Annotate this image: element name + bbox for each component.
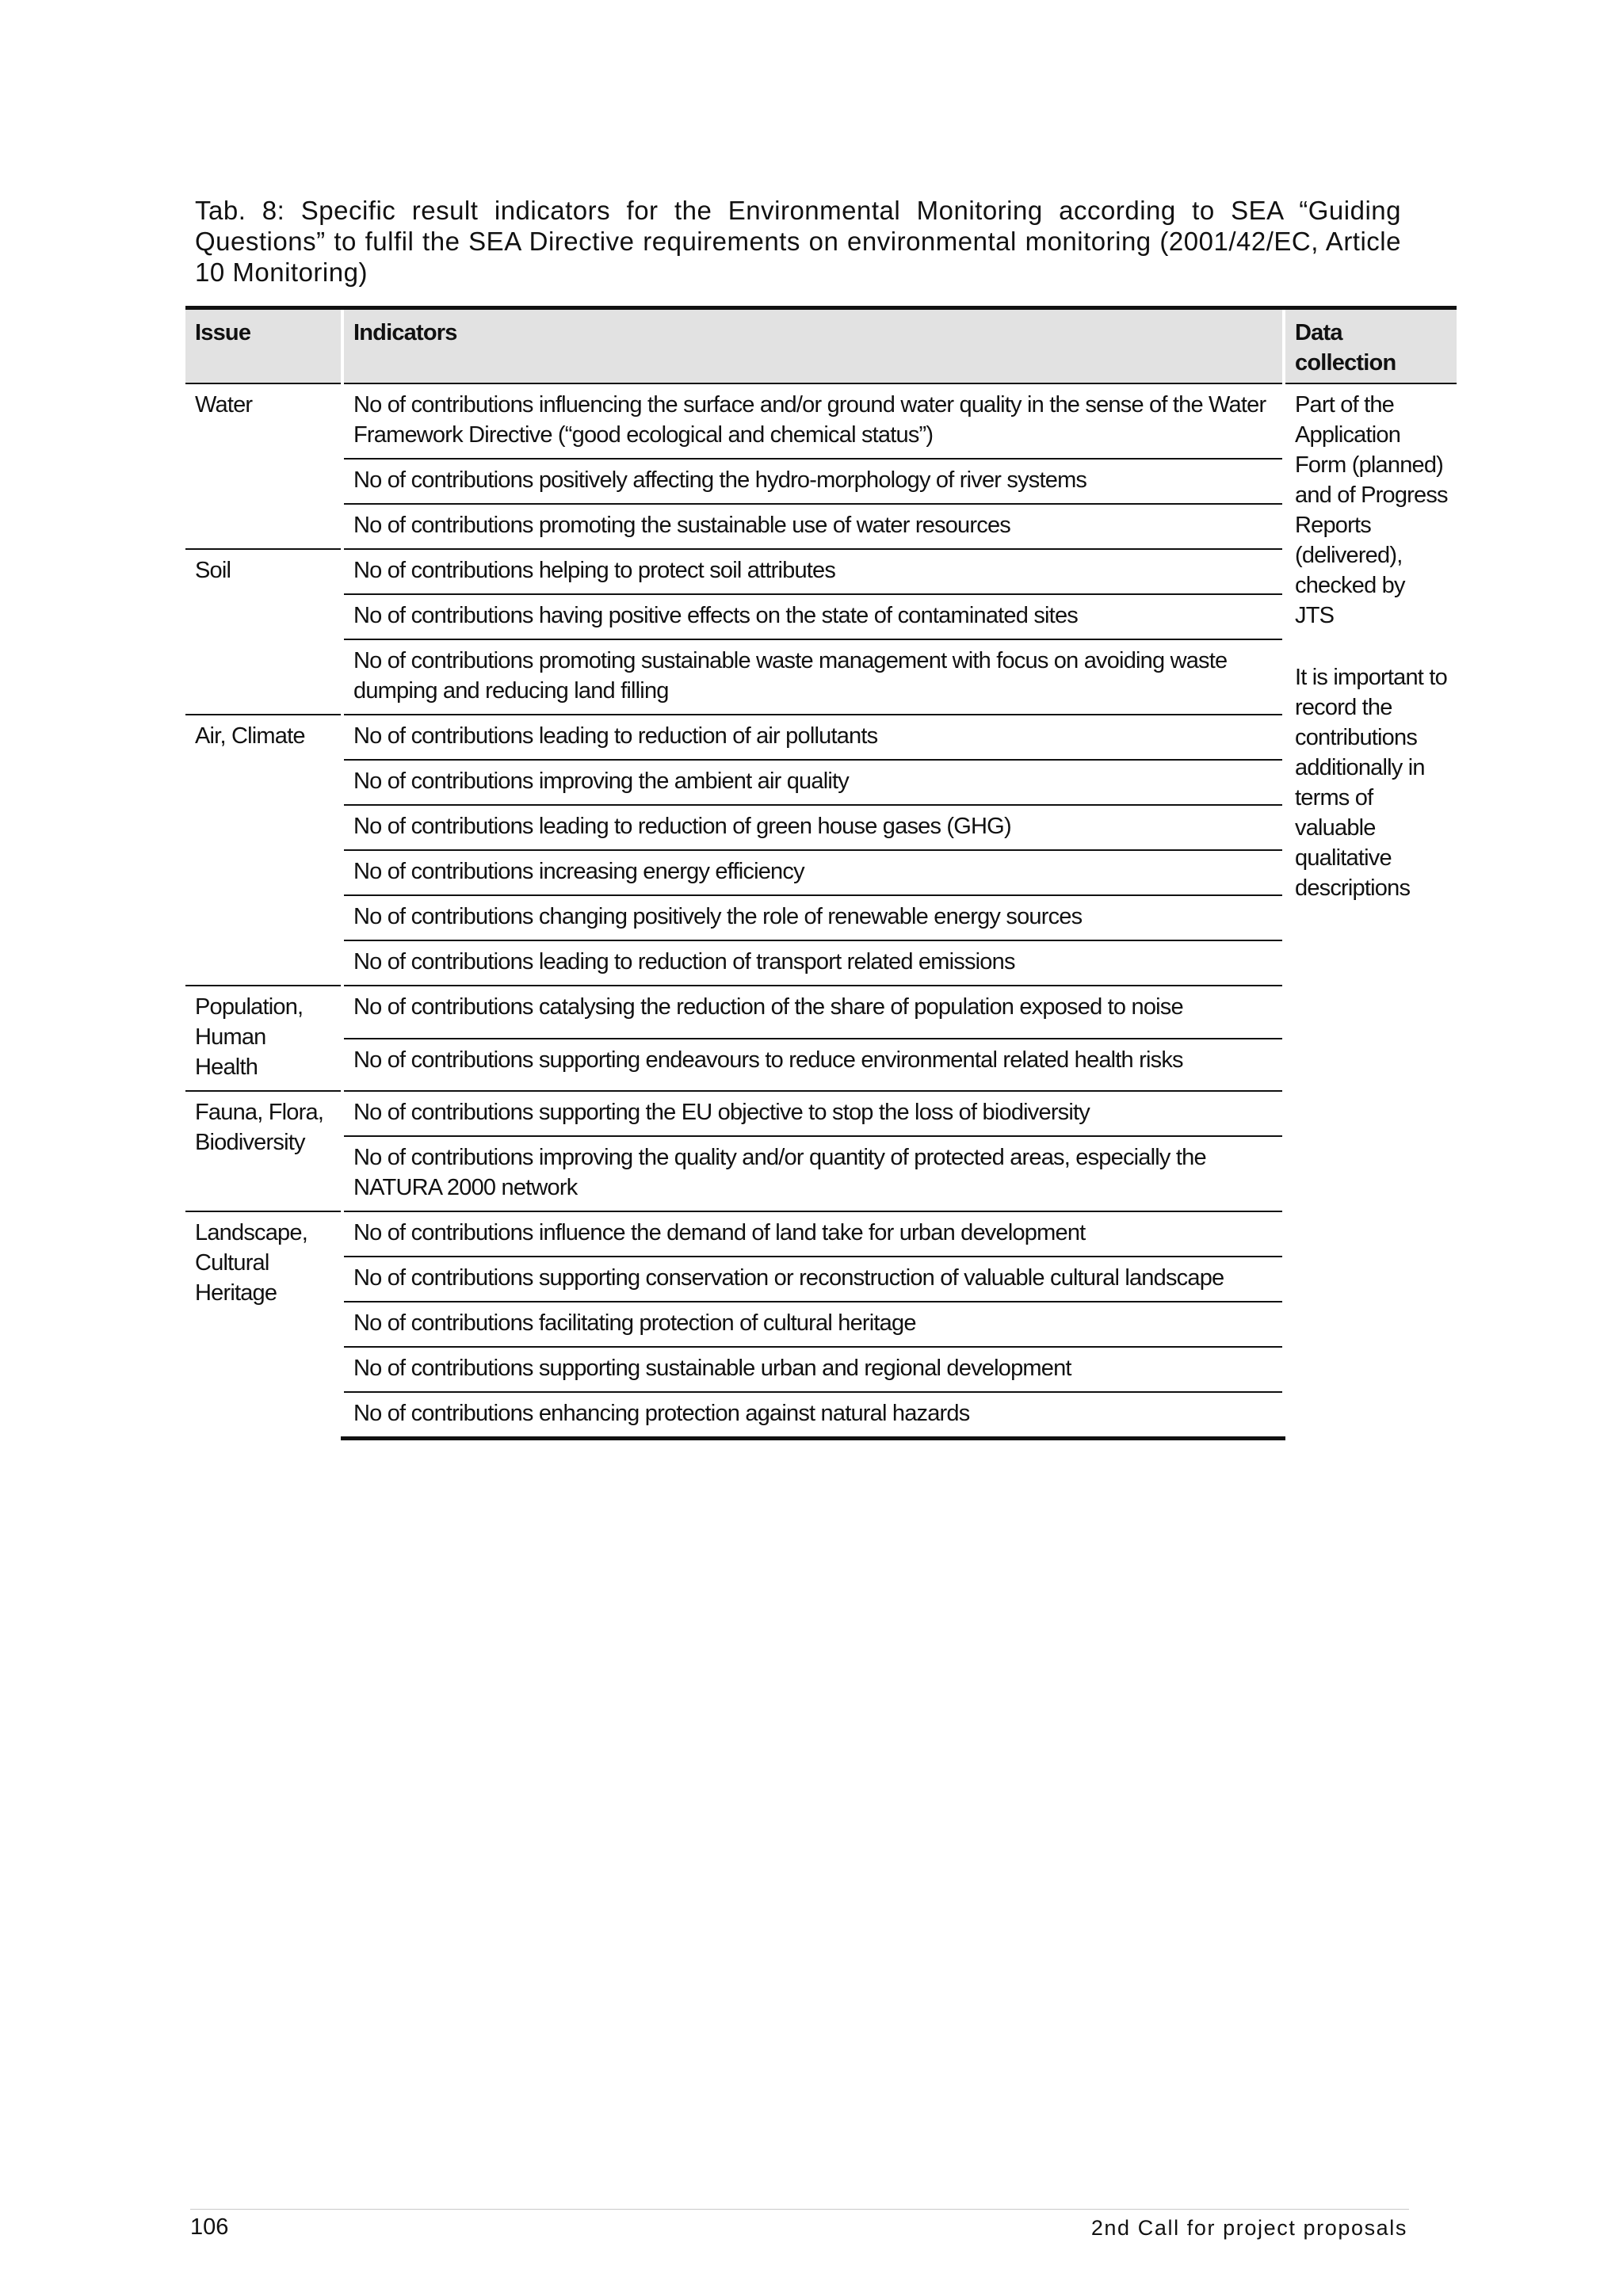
table-row [185, 1392, 1457, 1439]
table-row [185, 805, 1457, 850]
table-row [185, 549, 1457, 594]
table-row [185, 639, 1457, 715]
table-row [185, 594, 1457, 639]
indicator-cell: No of contributions supporting conservation or reconstruction of valuable cultural landscape [342, 1257, 1284, 1302]
indicator-cell: No of contributions helping to protect soil attributes [342, 549, 1284, 594]
table-row [185, 1347, 1457, 1392]
data-collection-paragraph: It is important to record the contributions additionally in terms of valuable qualitative descriptions [1295, 665, 1447, 901]
table-row [185, 1039, 1457, 1092]
indicator-cell: No of contributions improving the ambient air quality [342, 760, 1284, 805]
indicator-cell: No of contributions influence the demand of land take for urban development [342, 1211, 1284, 1257]
table-header-row [185, 308, 1457, 384]
indicator-cell: No of contributions promoting the sustainable use of water resources [342, 504, 1284, 549]
indicator-cell: No of contributions catalysing the reduction of the share of population exposed to noise [342, 986, 1284, 1039]
indicator-cell: No of contributions increasing energy efficiency [342, 850, 1284, 895]
table-caption: Tab. 8: Specific result indicators for the Environmental Monitoring according to SEA “Guiding Questions” to fulfil the SEA Directive requirements on environmental monitoring (2001/42/EC, Article 10 Monitoring) [195, 196, 1401, 287]
table-row [185, 1211, 1457, 1257]
table-row [185, 940, 1457, 986]
header-issue: Issue [185, 308, 342, 384]
table-row [185, 1136, 1457, 1211]
footer-rule [190, 2209, 1409, 2210]
table-row [185, 383, 1457, 459]
footer-title: 2nd Call for project proposals [1090, 2216, 1407, 2240]
indicator-cell: No of contributions supporting sustainable urban and regional development [342, 1347, 1284, 1392]
table-row [185, 1302, 1457, 1347]
table-row [185, 715, 1457, 760]
issue-cell: Landscape, Cultural Heritage [185, 1211, 342, 1439]
issue-cell: Soil [185, 549, 342, 715]
issue-cell: Air, Climate [185, 715, 342, 986]
indicator-cell: No of contributions facilitating protection of cultural heritage [342, 1302, 1284, 1347]
indicator-cell: No of contributions influencing the surface and/or ground water quality in the sense of the Water Framework Directive (“good ecological and chemical status”) [342, 383, 1284, 459]
indicator-cell: No of contributions supporting the EU objective to stop the loss of biodiversity [342, 1091, 1284, 1136]
indicator-cell: No of contributions having positive effects on the state of contaminated sites [342, 594, 1284, 639]
data-collection-cell [1284, 383, 1457, 1439]
table-row [185, 1091, 1457, 1136]
indicator-cell: No of contributions supporting endeavours to reduce environmental related health risks [342, 1039, 1284, 1092]
issue-cell: Water [185, 383, 342, 549]
data-collection-paragraph: Part of the Application Form (planned) and of Progress Reports (delivered), checked by JTS [1295, 392, 1448, 628]
table-row [185, 459, 1457, 504]
table-row [185, 850, 1457, 895]
indicator-cell: No of contributions leading to reduction of green house gases (GHG) [342, 805, 1284, 850]
header-indicators: Indicators [342, 308, 1284, 384]
page-number: 106 [190, 2214, 229, 2240]
table-row [185, 760, 1457, 805]
issue-cell: Population, Human Health [185, 986, 342, 1091]
indicator-cell: No of contributions changing positively the role of renewable energy sources [342, 895, 1284, 940]
table-row [185, 986, 1457, 1039]
indicator-cell: No of contributions leading to reduction of air pollutants [342, 715, 1284, 760]
indicator-cell: No of contributions enhancing protection against natural hazards [342, 1392, 1284, 1439]
table-header [185, 308, 1457, 384]
table-row [185, 504, 1457, 549]
indicator-cell: No of contributions promoting sustainable waste management with focus on avoiding waste dumping and reducing land filling [342, 639, 1284, 715]
table-body [185, 383, 1457, 1439]
indicator-table [185, 306, 1457, 1440]
indicator-cell: No of contributions improving the quality and/or quantity of protected areas, especially the NATURA 2000 network [342, 1136, 1284, 1211]
header-data-collection: Data collection [1284, 308, 1457, 384]
indicator-cell: No of contributions leading to reduction of transport related emissions [342, 940, 1284, 986]
issue-cell: Fauna, Flora, Biodiversity [185, 1091, 342, 1211]
table-row [185, 895, 1457, 940]
indicator-table-container [185, 306, 1457, 1440]
indicator-cell: No of contributions positively affecting the hydro-morphology of river systems [342, 459, 1284, 504]
table-row [185, 1257, 1457, 1302]
